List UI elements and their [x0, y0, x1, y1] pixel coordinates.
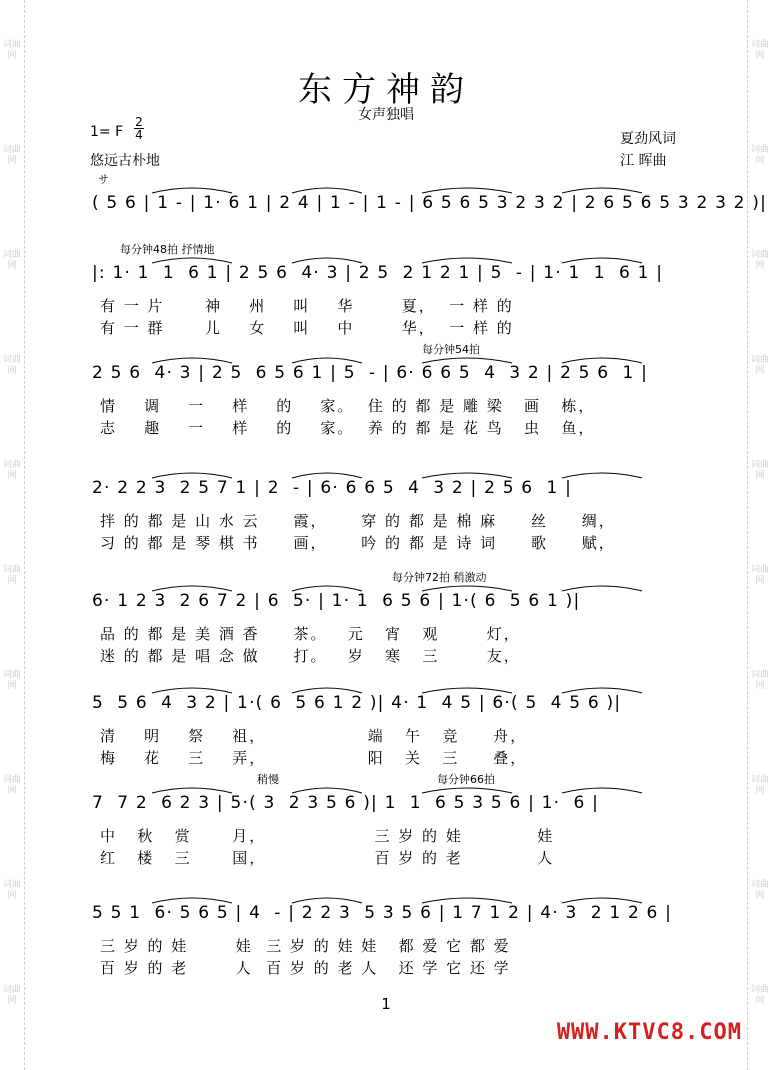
- watermark-text: 词曲网: [750, 460, 769, 481]
- watermark-text: 词曲网: [2, 880, 21, 901]
- tempo-mark: サ: [98, 173, 109, 186]
- lyric-verse-2: 红 楼 三 国， 百 岁 的 老 人: [100, 849, 555, 867]
- tempo-mark: 稍慢: [257, 773, 279, 786]
- lyric-verse-1: 情 调 一 样 的 家。 住 的 都 是 雕 梁 画 栋，: [100, 397, 596, 415]
- left-margin-watermark: [0, 0, 25, 1070]
- song-title: 东方神韵: [298, 70, 474, 110]
- notation-line: |: 1· 1 1 6 1 | 2 5 6 4· 3 | 2 5 2 1 2 1 | 5 - | 1· 1 1 6 1 |: [92, 263, 664, 283]
- notation-line: 6· 1 2 3 2 6 7 2 | 6 5· | 1· 1 6 5 6 | 1·( 6 5 6 1 )|: [92, 591, 581, 611]
- watermark-text: 词曲网: [750, 250, 769, 271]
- lyricist-credit: 夏劲风词: [620, 131, 676, 147]
- time-bottom: 4: [135, 128, 143, 142]
- stave-line-6: [92, 675, 692, 785]
- lyric-verse-2: 习 的 都 是 琴 棋 书 画， 吟 的 都 是 诗 词 歌 赋，: [100, 534, 616, 552]
- lyric-verse-1: 有 一 片 神 州 叫 华 夏， 一 样 的: [100, 297, 514, 315]
- song-subtitle: 女声独唱: [358, 107, 414, 123]
- watermark-text: 词曲网: [750, 145, 769, 166]
- right-margin-watermark: [747, 0, 772, 1070]
- lyric-verse-1: 拌 的 都 是 山 水 云 霞， 穿 的 都 是 棉 麻 丝 绸，: [100, 512, 616, 530]
- watermark-text: 词曲网: [750, 775, 769, 796]
- watermark-text: 词曲网: [2, 145, 21, 166]
- notation-line: 7 7 2 6 2 3 | 5·( 3 2 3 5 6 )| 1 1 6 5 3 5 6 | 1· 6 |: [92, 793, 600, 813]
- website-logo: WWW.KTVC8.COM: [556, 1020, 742, 1045]
- notation-line: 2 5 6 4· 3 | 2 5 6 5 6 1 | 5 - | 6· 6 6 5 4 3 2 | 2 5 6 1 |: [92, 363, 649, 383]
- watermark-text: 词曲网: [2, 355, 21, 376]
- lyric-verse-2: 志 趣 一 样 的 家。 养 的 都 是 花 鸟 虫 鱼，: [100, 419, 596, 437]
- stave-line-7: [92, 775, 692, 885]
- time-signature: [134, 116, 144, 141]
- notation-line: 5 5 6 4 3 2 | 1·( 6 5 6 1 2 )| 4· 1 4 5 | 6·( 5 4 5 6 )|: [92, 693, 622, 713]
- lyric-verse-1: 中 秋 赏 月， 三 岁 的 娃 娃: [100, 827, 555, 845]
- lyric-verse-2: 有 一 群 儿 女 叫 中 华， 一 样 的: [100, 319, 514, 337]
- tempo-mark: 每分钟66拍: [437, 773, 495, 786]
- notation-line: ( 5 6 | 1 - | 1· 6 1 | 2 4 | 1 - | 1 - | 6 5 6 5 3 2 3 2 | 2 6 5 6 5 3 2 3 2 )|: [92, 193, 768, 213]
- watermark-text: 词曲网: [750, 40, 769, 61]
- tempo-mark: 每分钟54拍: [422, 343, 480, 356]
- watermark-text: 词曲网: [2, 985, 21, 1006]
- stave-line-4: [92, 460, 692, 570]
- watermark-text: 词曲网: [2, 250, 21, 271]
- watermark-text: 词曲网: [750, 985, 769, 1006]
- watermark-text: 词曲网: [2, 40, 21, 61]
- expression-mark: 悠远古朴地: [90, 153, 160, 169]
- time-top: 2: [135, 115, 143, 129]
- lyric-verse-1: 清 明 祭 祖， 端 午 竞 舟，: [100, 727, 528, 745]
- watermark-text: 词曲网: [750, 355, 769, 376]
- watermark-text: 词曲网: [750, 670, 769, 691]
- key-signature: 1= F: [90, 124, 124, 140]
- lyric-verse-2: 梅 花 三 弄， 阳 关 三 叠，: [100, 749, 528, 767]
- stave-line-3: [92, 345, 692, 455]
- lyric-verse-1: 三 岁 的 娃 娃 三 岁 的 娃 娃 都 爱 它 都 爱: [100, 937, 511, 955]
- lyric-verse-1: 品 的 都 是 美 酒 香 茶。 元 宵 观 灯，: [100, 625, 521, 643]
- stave-line-2: [92, 245, 692, 355]
- notation-line: 5 5 1 6· 5 6 5 | 4 - | 2 2 3 5 3 5 6 | 1 7 1 2 | 4· 3 2 1 2 6 |: [92, 903, 673, 923]
- watermark-text: 词曲网: [2, 670, 21, 691]
- tempo-mark: 每分钟48拍 抒情地: [120, 243, 215, 256]
- lyric-verse-2: 百 岁 的 老 人 百 岁 的 老 人 还 学 它 还 学: [100, 959, 511, 977]
- watermark-text: 词曲网: [750, 880, 769, 901]
- watermark-text: 词曲网: [750, 565, 769, 586]
- tempo-mark: 每分钟72拍 稍激动: [392, 571, 487, 584]
- stave-line-5: [92, 573, 692, 683]
- page-number: 1: [381, 995, 391, 1013]
- lyric-verse-2: 迷 的 都 是 唱 念 做 打。 岁 寒 三 友，: [100, 647, 521, 665]
- stave-line-8: [92, 885, 692, 995]
- watermark-text: 词曲网: [2, 775, 21, 796]
- notation-line: 2· 2 2 3 2 5 7 1 | 2 - | 6· 6 6 5 4 3 2 | 2 5 6 1 |: [92, 478, 573, 498]
- watermark-text: 词曲网: [2, 565, 21, 586]
- composer-credit: 江 晖曲: [620, 153, 667, 169]
- watermark-text: 词曲网: [2, 460, 21, 481]
